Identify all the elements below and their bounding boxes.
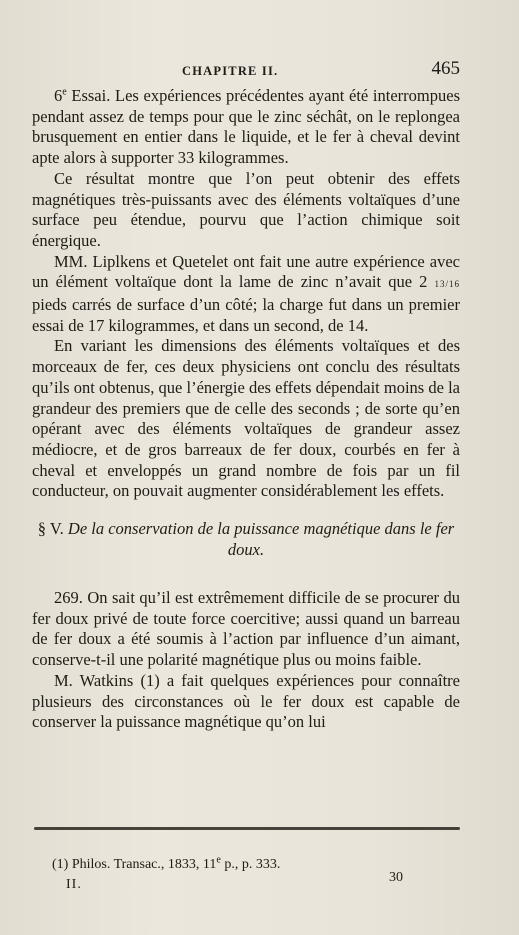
sheet-number: 30 — [389, 870, 403, 885]
main-text — [32, 86, 460, 733]
paragraph-269: 269. On sait qu’il est extrêmement difficile de se procurer du fer doux privé de toute force coercitive; aussi quand un barreau de fer doux a été soumis à l’action par influence d’un aimant, conserve-t-il une polarité magnétique plus ou moins faible. — [32, 588, 460, 670]
running-head — [32, 58, 460, 86]
footnote — [52, 856, 280, 874]
paragraph-variant: En variant les dimensions des éléments voltaïques et des morceaux de fer, ces deux physiciens ont conclu des résultats qu’ils ont obtenus, que l’énergie des effets dépendait moins de la grandeur des premiers que de celle des seconds ; de sorte qu’en opérant avec des éléments voltaïques de grandeur assez médiocre, et de gros barreaux de fer doux, courbés en fer à cheval et enveloppés un grand nombre de fois par un fil conducteur, on pouvait augmenter considérablement les effets. — [32, 336, 460, 501]
page-number: 465 — [431, 58, 460, 79]
essai-number: 6 — [54, 86, 63, 105]
section-title: De la conservation de la puissance magnétique dans le fer doux. — [63, 519, 455, 560]
footnote-rule — [34, 827, 460, 830]
essai-superscript: e — [62, 86, 67, 98]
footnote-text-end: p., p. 333. — [220, 857, 281, 872]
paragraph-watkins: M. Watkins (1) a fait quelques expériences pour connaître plusieurs des circonstances où le fer doux est capable de conserver la puissance magnétique qu’on lui — [32, 670, 460, 732]
paragraph-resultat: Ce résultat montre que l’on peut obtenir des effets magnétiques très-puissants avec des éléments voltaïques d’une surface peu étendue, pourvu que l’action chimique soit énergique. — [32, 168, 460, 250]
chapter-title: CHAPITRE II. — [182, 64, 279, 78]
section-number: § V. — [37, 519, 64, 539]
liplkens-text-start: MM. Liplkens et Quetelet ont fait une autre expérience avec un élément voltaïque dont la lame de zinc n’avait que 2 — [32, 251, 460, 292]
footnote-superscript: e — [216, 854, 221, 866]
liplkens-text-end: pieds carrés de surface d’un côté; la charge fut dans un premier essai de 17 kilogrammes, et dans un second, de 14. — [32, 295, 460, 335]
fraction: 13/16 — [434, 279, 460, 290]
section-heading — [32, 518, 460, 560]
footnote-text-start: (1) Philos. Transac., 1833, 11 — [52, 857, 217, 872]
paragraph-essai-6 — [32, 86, 460, 169]
essai-text: Essai. Les expériences précédentes ayant été interrompues pendant assez de temps pour que le zinc séchât, on le replongea brusquement en entier dans le liquide, et le fer à cheval devint apte alors à supporter 33 kilogrammes. — [32, 86, 460, 168]
paragraph-liplkens — [32, 252, 460, 337]
signature-mark: II. — [66, 877, 82, 892]
